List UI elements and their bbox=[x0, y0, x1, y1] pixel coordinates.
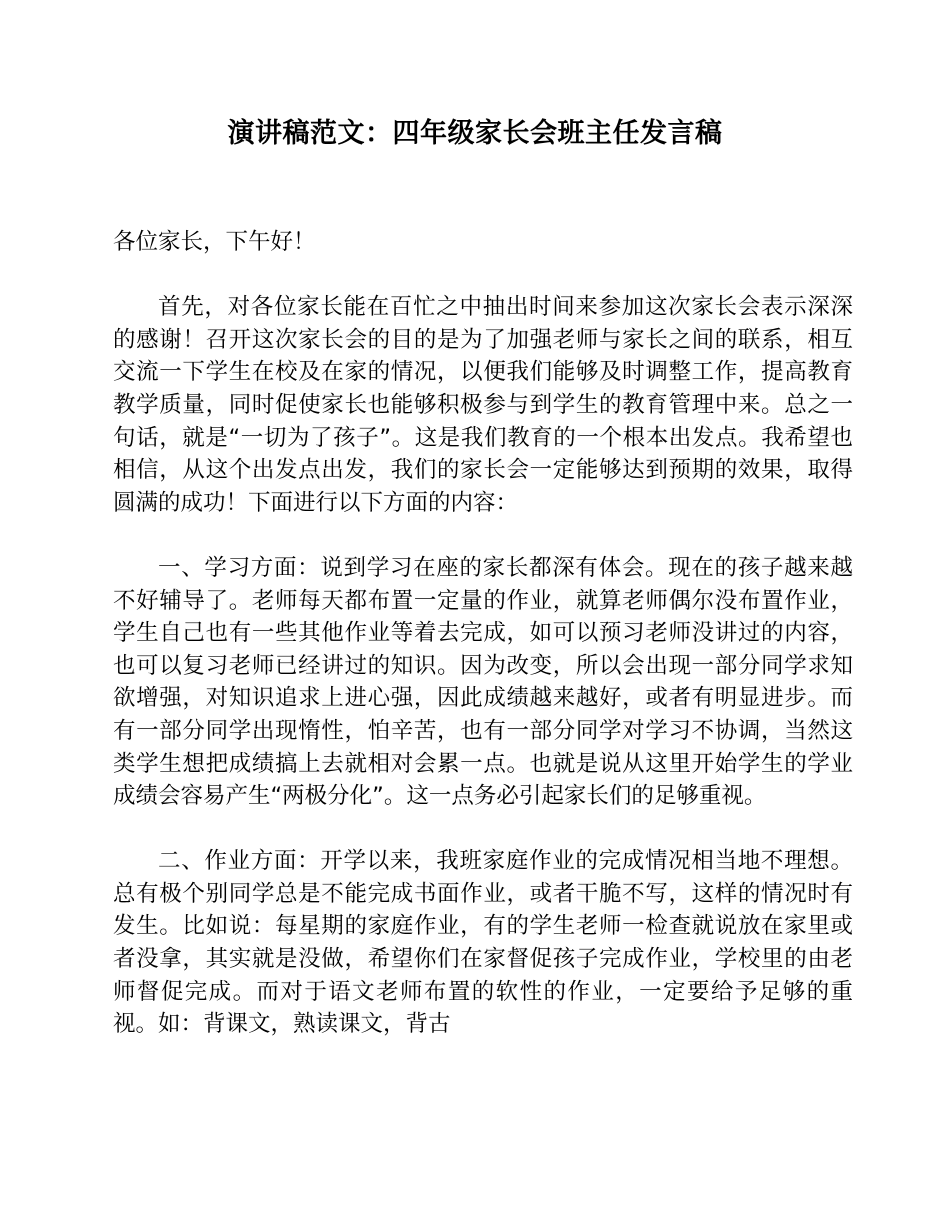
greeting-line: 各位家长，下午好！ bbox=[113, 229, 316, 255]
document-title: 演讲稿范文：四年级家长会班主任发言稿 bbox=[227, 118, 723, 149]
paragraph-intro: 首先，对各位家长能在百忙之中抽出时间来参加这次家长会表示深深的感谢！召开这次家长会的目的是为了加强老师与家长之间的联系，相互交流一下学生在校及在家的情况，以便我们能够及时调整工作，提高教育教学质量，同时促使家长也能够积极参与到学生的教育管理中来。总之一句话，就是“一切为了孩子”。这是我们教育的一个根本出发点。我希望也相信，从这个出发点出发，我们的家长会一定能够达到预期的效果，取得圆满的成功！下面进行以下方面的内容： bbox=[113, 294, 853, 516]
document-body bbox=[113, 226, 853, 1073]
paragraph-study: 一、学习方面：说到学习在座的家长都深有体会。现在的孩子越来越不好辅导了。老师每天都布置一定量的作业，就算老师偶尔没布置作业，学生自己也有一些其他作业等着去完成，如可以预习老师没讲过的内容，也可以复习老师已经讲过的知识。因为改变，所以会出现一部分同学求知欲增强，对知识追求上进心强，因此成绩越来越好，或者有明显进步。而有一部分同学出现惰性，怕辛苦，也有一部分同学对学习不协调，当然这类学生想把成绩搞上去就相对会累一点。也就是说从这里开始学生的学业成绩会容易产生“两极分化”。这一点务必引起家长们的足够重视。 bbox=[113, 554, 853, 810]
paragraph-homework: 二、作业方面：开学以来，我班家庭作业的完成情况相当地不理想。总有极个别同学总是不能完成书面作业，或者干脆不写，这样的情况时有发生。比如说：每星期的家庭作业，有的学生老师一检查就说放在家里或者没拿，其实就是没做，希望你们在家督促孩子完成作业，学校里的由老师督促完成。而对于语文老师布置的软性的作业，一定要给予足够的重视。如：背课文，熟读课文，背古 bbox=[113, 848, 853, 1038]
